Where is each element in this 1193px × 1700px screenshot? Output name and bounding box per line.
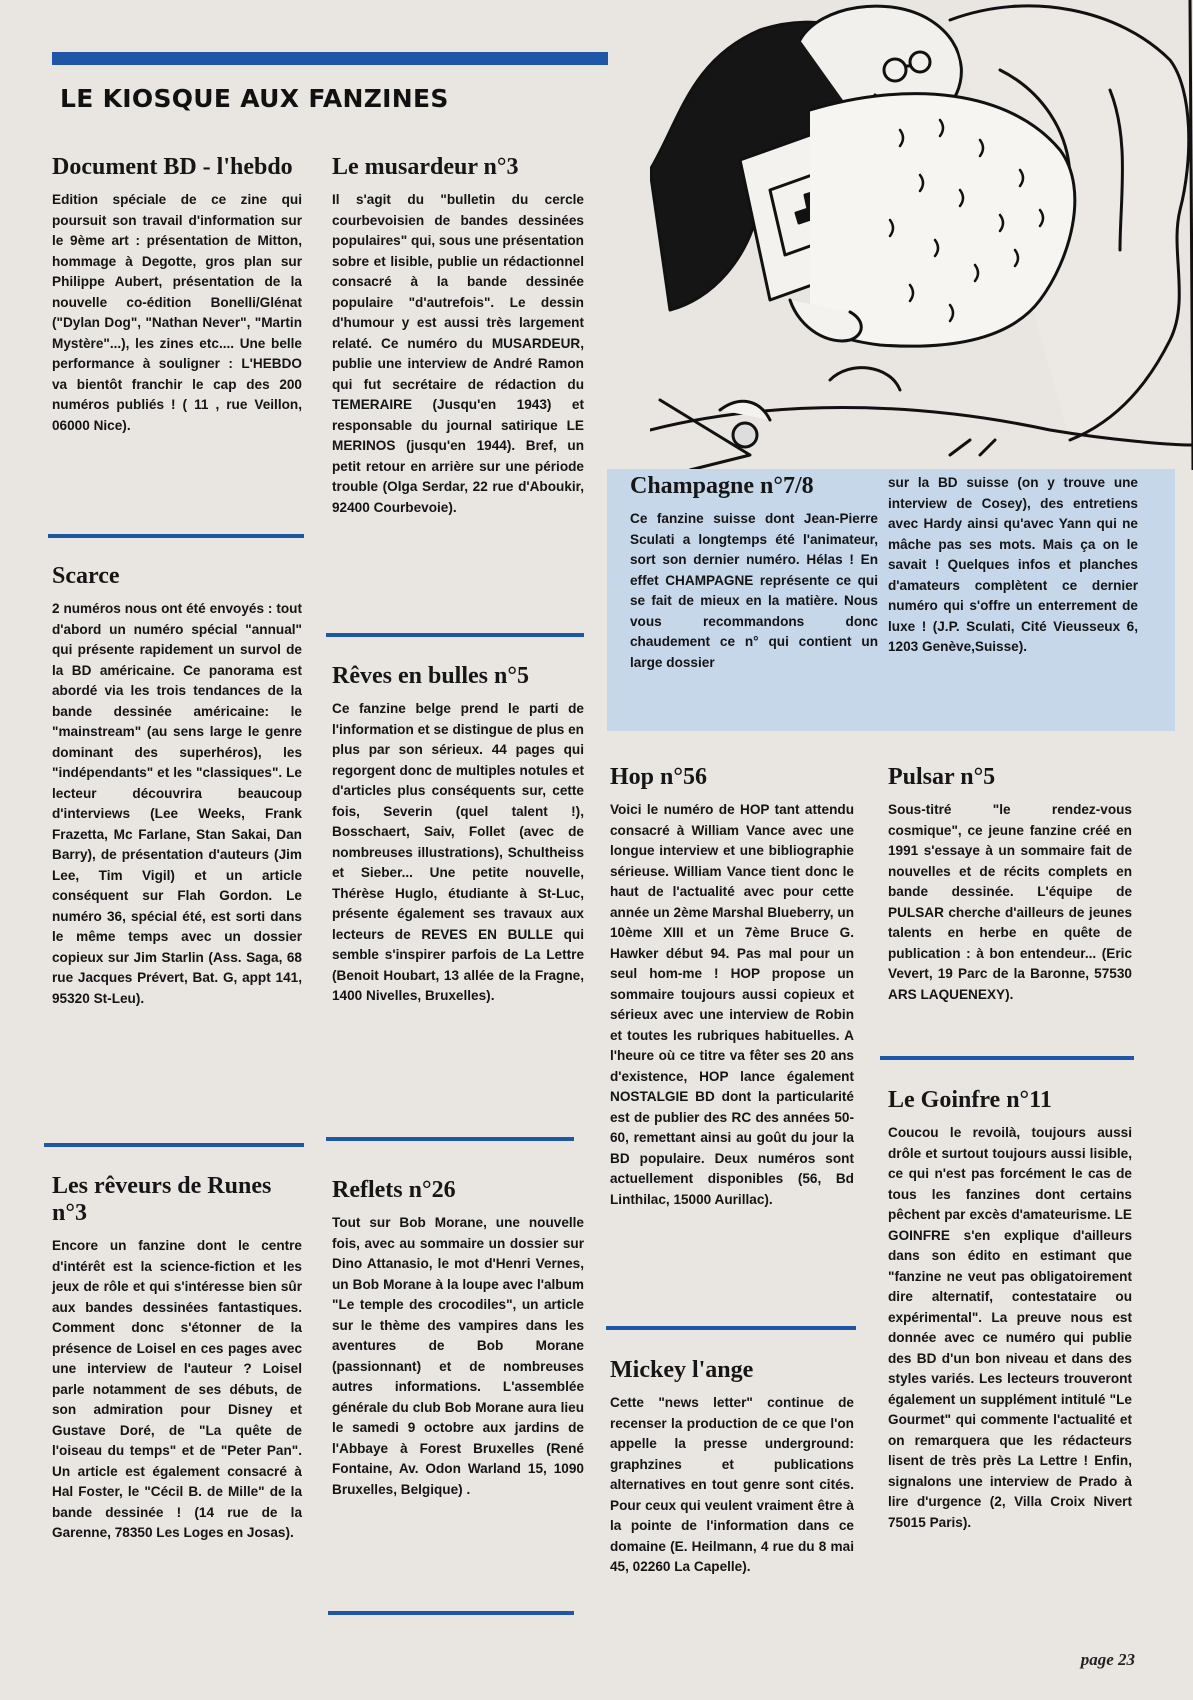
article-pulsar — [888, 764, 1132, 1005]
article-champagne — [630, 473, 878, 673]
article-title: Hop n°56 — [610, 764, 707, 790]
divider — [48, 534, 304, 538]
article-title: Le musardeur n°3 — [332, 154, 519, 180]
divider — [326, 633, 584, 637]
article-body: Cette "news letter" continue de recenser la production de ce que l'on appelle la presse underground: graphzines et publications alternatives en tout genre sont cités. Pour ceux qui veulent vraiment être à la pointe de l'information dans ce domaine (E. Heilmann, 4 rue du 8 mai 45, 02260 La Capelle). — [610, 1395, 854, 1574]
article-title: Champagne n°7/8 — [630, 473, 814, 499]
divider — [880, 1056, 1134, 1060]
article-title: Document BD - l'hebdo — [52, 154, 293, 180]
article-champagne-continued — [888, 473, 1138, 658]
article-title: Rêves en bulles n°5 — [332, 663, 529, 689]
article-title: Pulsar n°5 — [888, 764, 996, 790]
article-body: Ce fanzine belge prend le parti de l'information et se distingue de plus en plus par son sérieux. 44 pages qui regorgent donc de multiples notules et d'articles plus conséquents sur, cette fois, Severin (quel talent !), Bosschaert, Saiv, Follet (avec de nombreuses illustrations), Schultheiss et Sieber... Une petite nouvelle, Thérèse Huglo, étudiante à St-Luc, présente également ses travaux aux lecteurs de REVES EN BULLE qui semble s'inspirer parfois de La Lettre (Benoit Houbart, 13 allée de la Fragne, 1400 Nivelles, Bruxelles). — [332, 701, 584, 1003]
article-body: 2 numéros nous ont été envoyés : tout d'abord un numéro spécial "annual" qui présente rapidement un survol de la BD américaine. Ce panorama est abordé via les trois tendances de la bande dessinée américaine: le "mainstream" (au sens large le genre dominant des superhéros), les "indépendants" et les "classiques". Le lecteur découvrira beaucoup d'interviews (Lee Weeks, Frank Frazetta, Mc Farlane, Stan Sakai, Dan Barry), de présentation d'auteurs (Jim Lee, Tim Vigil) et un article conséquent sur Flah Gordon. Le numéro 36, spécial été, est sorti dans le même temps avec un dossier copieux sur Jim Starlin (Ass. Saga, 68 rue Jacques Prévert, Bat. G, appt 141, 95320 St-Leu). — [52, 601, 302, 1006]
article-hop — [610, 764, 854, 1210]
section-title: LE KIOSQUE AUX FANZINES — [60, 84, 449, 113]
divider — [328, 1611, 574, 1615]
header-bar — [52, 52, 608, 65]
article-title: Le Goinfre n°11 — [888, 1087, 1052, 1113]
divider — [44, 1143, 304, 1147]
cartoon-illustration — [650, 0, 1193, 470]
page-number: page 23 — [1080, 1650, 1135, 1669]
article-scarce — [52, 563, 302, 1009]
divider — [606, 1326, 856, 1330]
article-body: Tout sur Bob Morane, une nouvelle fois, avec au sommaire un dossier sur Dino Attanasio, le mot d'Henri Vernes, un Bob Morane à la loupe avec l'album "Le temple des crocodiles", un article sur le thème des vampires dans les aventures de Bob Morane (passionnant) et de nombreuses autres informations. L'assemblée générale du club Bob Morane aura lieu le samedi 9 octobre aux jardins de l'Abbaye à Forest Bruxelles (René Fontaine, Av. Odon Warland 15, 1090 Bruxelles, Belgique) . — [332, 1215, 584, 1497]
article-title: Les rêveurs de Runes n°3 — [52, 1173, 272, 1226]
article-reflets — [332, 1177, 584, 1500]
article-body: Sous-titré "le rendez-vous cosmique", ce jeune fanzine créé en 1991 s'essaye à un sommaire fait de nouvelles et de récits complets en bande dessinée. L'équipe de PULSAR cherche d'ailleurs de jeunes talents en herbe en quête de publication : à bon entendeur... (Eric Vevert, 19 Parc de la Baronne, 57530 ARS LAQUENEXY). — [888, 802, 1132, 1002]
article-title: Mickey l'ange — [610, 1357, 754, 1383]
article-body: Coucou le revoilà, toujours aussi drôle et surtout toujours aussi lisible, ce qui n'est pas forcément le cas de tous les fanzines dont certains pêchent par excès d'amateurisme. LE GOINFRE s'en explique d'ailleurs dans son édito en estimant que "fanzine ne veut pas obligatoirement dire alternatif, contestataire ou expérimental". La preuve nous est donnée avec ce numéro qui publie des BD d'un bon niveau et dans des styles variés. Les lecteurs trouveront également un supplément intitulé "Le Gourmet" qui commente l'actualité et on remarquera que les rédacteurs lisent de très près La Lettre ! Enfin, signalons une interview de Prado à lire d'urgence (2, Villa Croix Nivert 75015 Paris). — [888, 1125, 1132, 1530]
article-document-bd — [52, 154, 302, 436]
divider — [326, 1137, 574, 1141]
article-mickey-lange — [610, 1357, 854, 1578]
article-reveurs-de-runes — [52, 1173, 302, 1544]
article-title: Scarce — [52, 563, 120, 589]
article-musardeur — [332, 154, 584, 518]
article-body: Edition spéciale de ce zine qui poursuit son travail d'information sur le 9ème art : présentation de Mitton, hommage à Degotte, gros plan sur Philippe Aubert, présentation de la nouvelle co-édition Bonelli/Glénat ("Dylan Dog", "Nathan Never", "Martin Mystère"...), les zines etc.... Une belle performance à souligner : L'HEBDO va bientôt franchir le cap des 200 numéros publiés ! ( 11 , rue Veillon, 06000 Nice). — [52, 192, 302, 433]
article-body-left: Ce fanzine suisse dont Jean-Pierre Sculati a longtemps été l'animateur, sort son dernier numéro. Hélas ! En effet CHAMPAGNE représente ce qui se fait de mieux en la matière. Nous vous recommandons donc chaudement ce n° qui contient un large dossier — [630, 511, 878, 670]
article-body: Il s'agit du "bulletin du cercle courbevoisien de bandes dessinées populaires" qui, sous une présentation sobre et lisible, publie un rédactionnel consacré à la bande dessinée populaire "d'autrefois". Le dessin d'humour y est aussi très largement relaté. Ce numéro du MUSARDEUR, publie une interview de André Ramon qui fut secrétaire de rédaction du TEMERAIRE (Jusqu'en 1943) et responsable du journal satirique LE MERINOS (jusqu'en 1944). Bref, un petit retour en arrière sur une période trouble (Olga Serdar, 22 rue d'Aboukir, 92400 Courbevoie). — [332, 192, 584, 515]
article-reves-en-bulles — [332, 663, 584, 1007]
article-le-goinfre — [888, 1087, 1132, 1533]
article-body-right: sur la BD suisse (on y trouve une interview de Cosey), des entretiens avec Hardy ainsi qu'avec Yann qui ne mâche pas ses mots. Mais ça on le savait ! Quelques infos et planches d'amateurs complètent ce dernier numéro qui s'offre un enterrement de luxe ! (J.P. Sculati, Cité Vieusseux 6, 1203 Genève,Suisse). — [888, 475, 1138, 654]
article-body: Voici le numéro de HOP tant attendu consacré à William Vance avec une longue interview et une bibliographie sérieuse. William Vance tient donc le haut de l'actualité avec pour cette année un 2ème Marshal Blueberry, un 10ème XIII et un 7ème Bruce G. Hawker début 94. Pas mal pour un seul hom-me ! HOP propose un sommaire toujours aussi copieux et sérieux avec une interview de Robin et toutes les rubriques habituelles. A l'heure où ce titre va fêter ses 20 ans d'existence, HOP lance également NOSTALGIE BD dont la particularité est de publier des RC des années 50-60, remettant ainsi au goût du jour la BD populaire. Deux numéros sont actuellement disponibles (56, Bd Linthilac, 15000 Aurillac). — [610, 802, 854, 1207]
article-title: Reflets n°26 — [332, 1177, 456, 1203]
article-body: Encore un fanzine dont le centre d'intérêt est la science-fiction et les jeux de rôle et qui s'intéresse bien sûr aux bandes dessinées fantastiques. Comment donc s'étonner de la présence de Loisel en ces pages avec une interview de l'auteur ? Loisel parle notamment de ses débuts, de son admiration pour Disney et Gustave Doré, de "La quête de l'oiseau du temps" et de "Peter Pan". Un article est également consacré à Hal Foster, le "Cécil B. de Mille" de la bande dessinée ! (14 rue de la Garenne, 78350 Les Loges en Josas). — [52, 1238, 302, 1540]
